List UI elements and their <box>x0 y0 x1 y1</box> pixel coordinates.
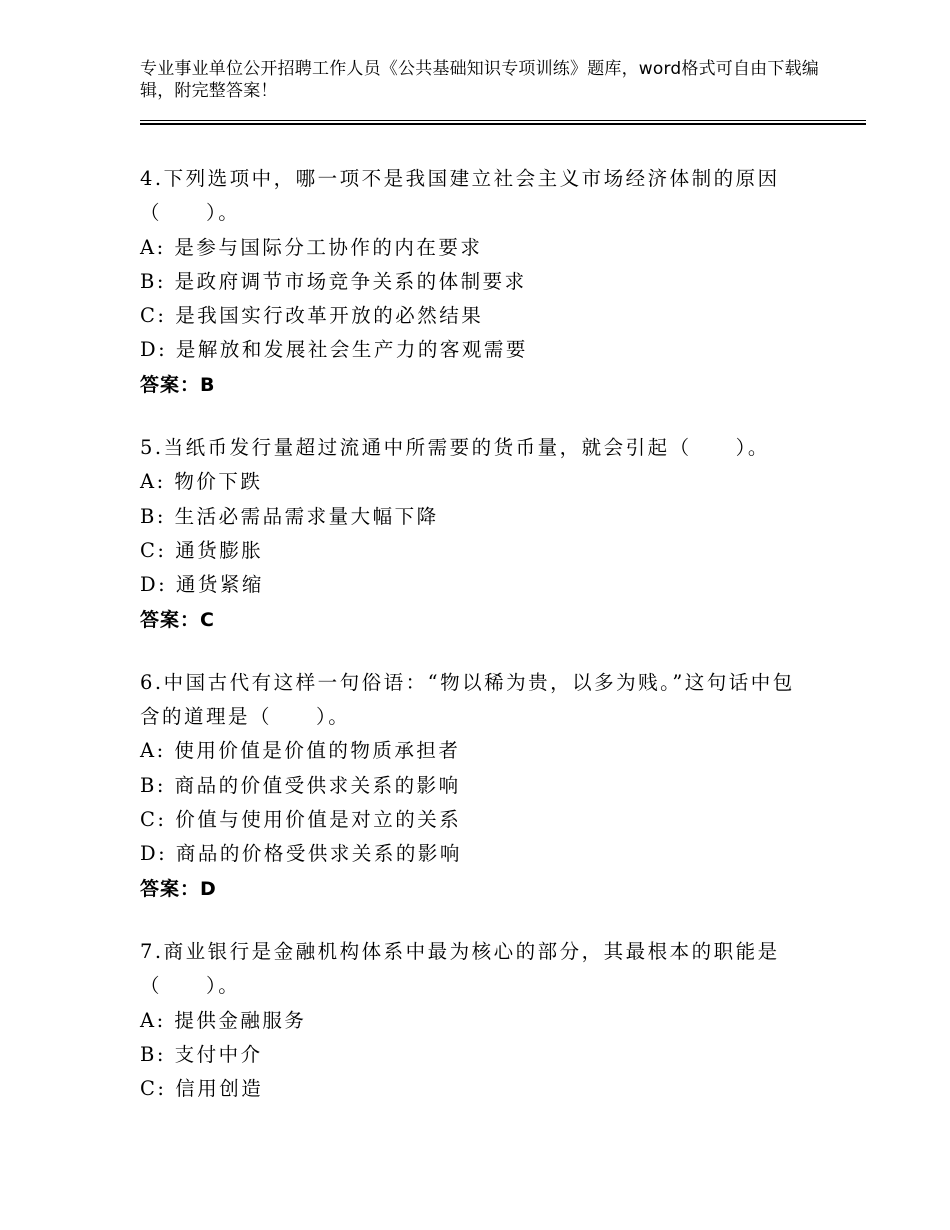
answer-label: 答案：C <box>140 608 215 631</box>
option-d: D: 商品的价格受供求关系的影响 <box>140 842 462 866</box>
question-6 <box>140 666 820 906</box>
option-c: C: 信用创造 <box>140 1077 264 1101</box>
option-c: C: 是我国实行改革开放的必然结果 <box>140 304 484 328</box>
header-divider-thick <box>140 123 866 125</box>
header-divider <box>140 120 866 121</box>
option-b: B: 支付中介 <box>140 1042 263 1066</box>
option-c: C: 通货膨胀 <box>140 538 264 562</box>
option-a: A: 是参与国际分工协作的内在要求 <box>140 235 483 259</box>
option-d: D: 是解放和发展社会生产力的客观需要 <box>140 338 528 362</box>
option-a: A: 使用价值是价值的物质承担者 <box>140 739 461 763</box>
answer-label: 答案：B <box>140 373 216 396</box>
option-b: B: 商品的价值受供求关系的影响 <box>140 773 461 797</box>
question-5 <box>140 431 820 637</box>
option-a: A: 物价下跌 <box>140 470 263 494</box>
question-stem: 6.中国古代有这样一句俗语：“物以稀为贵，以多为贱。”这句话中包含的道理是（ ）。 <box>140 670 795 729</box>
question-7 <box>140 935 820 1106</box>
document-header: 专业事业单位公开招聘工作人员《公共基础知识专项训练》题库，word格式可自由下载编辑，附完整答案！ <box>140 59 819 101</box>
question-stem: 4.下列选项中，哪一项不是我国建立社会主义市场经济体制的原因（ ）。 <box>140 167 780 225</box>
question-stem: 5.当纸币发行量超过流通中所需要的货币量，就会引起（ ）。 <box>140 436 770 460</box>
question-4 <box>140 162 820 402</box>
option-d: D: 通货紧缩 <box>140 573 264 597</box>
answer-label: 答案：D <box>140 877 217 900</box>
question-stem: 7.商业银行是金融机构体系中最为核心的部分，其最根本的职能是（ ）。 <box>140 939 780 998</box>
question-list <box>140 162 820 1135</box>
option-b: B: 是政府调节市场竞争关系的体制要求 <box>140 269 527 293</box>
option-a: A: 提供金融服务 <box>140 1008 307 1032</box>
option-c: C: 价值与使用价值是对立的关系 <box>140 808 462 832</box>
option-b: B: 生活必需品需求量大幅下降 <box>140 504 439 528</box>
